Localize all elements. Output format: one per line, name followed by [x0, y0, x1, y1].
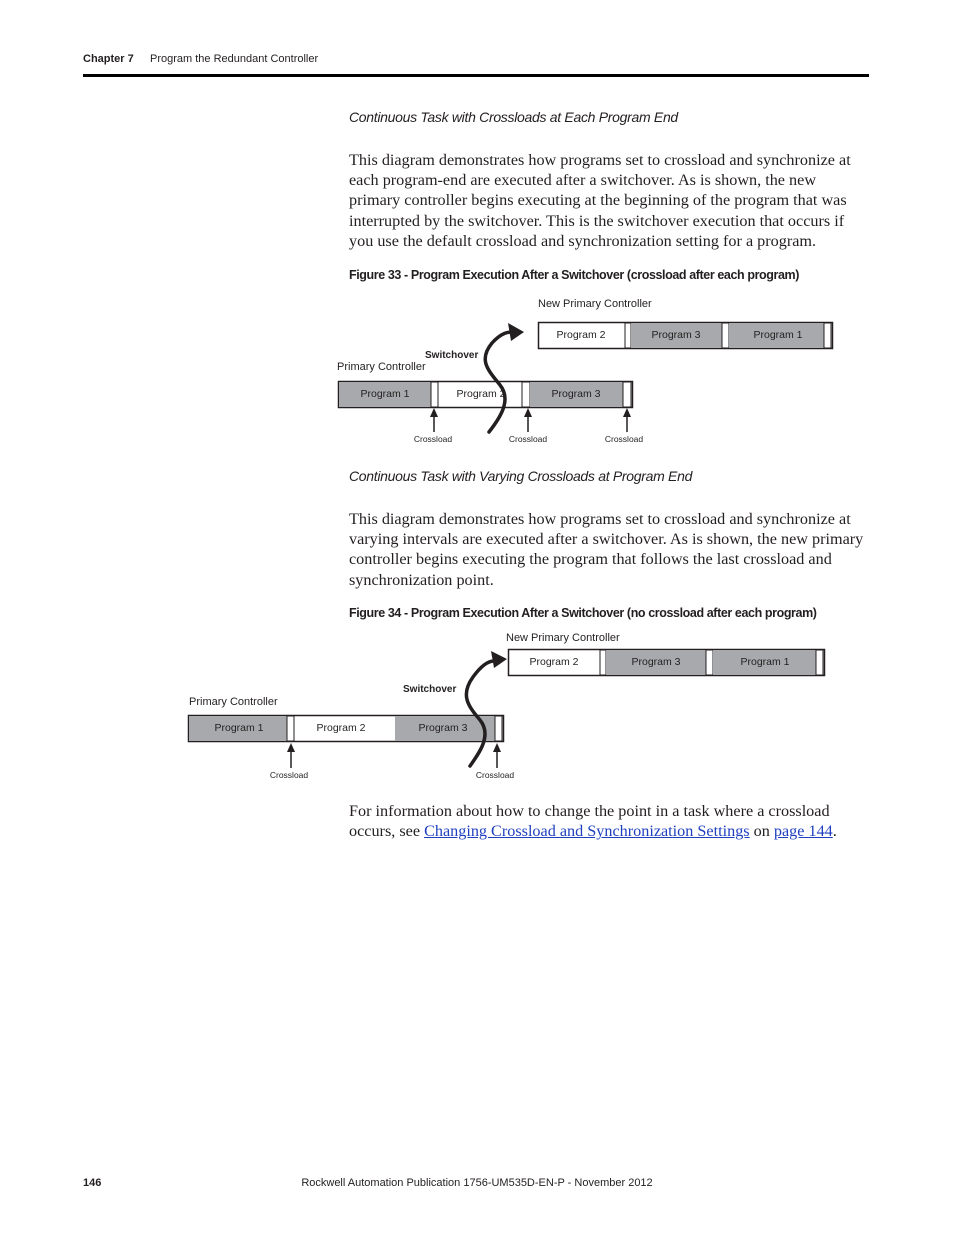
fig34-crossload-label-2: Crossload [475, 770, 515, 780]
fig33-new-primary-label: New Primary Controller [538, 298, 652, 310]
closing-paragraph [349, 801, 869, 841]
fig33-crossload-label-3: Crossload [604, 434, 644, 444]
section-heading-crossload-each: Continuous Task with Crossloads at Each Program End [349, 109, 678, 125]
link-changing-crossload-settings[interactable]: Changing Crossload and Synchronization Settings [424, 822, 750, 841]
figure-34-diagram [0, 625, 954, 785]
page-number: 146 [83, 1177, 102, 1189]
fig33-switchover-label: Switchover [425, 350, 479, 361]
fig34-switchover-arrow [466, 661, 494, 766]
fig34-primary-label: Primary Controller [189, 696, 278, 708]
section-heading-varying-crossloads: Continuous Task with Varying Crossloads at Program End [349, 468, 693, 484]
section-body-crossload-each: This diagram demonstrates how programs set to crossload and synchronize at each program-end are executed after a switchover. As is shown, the new primary controller begins executing at the beginning of the program that was interrupted by the switchover. This is the switchover execution that occurs if you use the default crossload and synchronization setting for a program. [349, 151, 851, 250]
fig33-primary-program-2: Program 2 [456, 388, 506, 400]
fig33-crossload-label-1: Crossload [413, 434, 453, 444]
running-header [83, 53, 319, 65]
fig33-primary-label: Primary Controller [337, 361, 426, 373]
fig33-primary-program-1: Program 1 [360, 388, 410, 400]
fig33-new-program-3: Program 1 [753, 329, 803, 341]
fig33-new-program-2: Program 3 [651, 329, 701, 341]
fig33-crossload-arrows [430, 408, 631, 432]
figure-34-caption: Figure 34 - Program Execution After a Switchover (no crossload after each program) [349, 606, 817, 620]
header-rule [83, 74, 869, 77]
figure-33-caption: Figure 33 - Program Execution After a Switchover (crossload after each program) [349, 268, 800, 282]
fig34-new-program-1: Program 2 [529, 656, 579, 668]
fig34-crossload-label-1: Crossload [269, 770, 309, 780]
chapter-title: Program the Redundant Controller [150, 53, 319, 65]
fig34-new-program-2: Program 3 [631, 656, 681, 668]
section-body-varying-crossloads: This diagram demonstrates how programs set to crossload and synchronize at varying intervals are executed after a switchover. As is shown, the new primary controller begins executing the program that follows the last crossload and synchronization point. [349, 510, 864, 589]
link-page-144[interactable]: page 144 [773, 822, 833, 841]
fig34-new-program-3: Program 1 [740, 656, 790, 668]
closing-text-after: . [832, 822, 837, 841]
closing-text-mid: on [749, 822, 774, 841]
chapter-label: Chapter 7 [83, 53, 134, 65]
fig34-new-primary-label: New Primary Controller [506, 632, 620, 644]
fig34-primary-program-1: Program 1 [214, 722, 264, 734]
closing-text-before: For information about how to change the point in a task where a crossload occurs, see [349, 802, 830, 841]
fig34-primary-program-3: Program 3 [418, 722, 468, 734]
publication-footer: Rockwell Automation Publication 1756-UM535D-EN-P - November 2012 [301, 1177, 653, 1189]
fig34-crossload-arrows [287, 743, 501, 768]
fig33-primary-program-3: Program 3 [551, 388, 601, 400]
fig33-new-program-1: Program 2 [556, 329, 606, 341]
fig33-crossload-label-2: Crossload [508, 434, 548, 444]
figure-33-diagram [0, 290, 954, 450]
fig34-switchover-label: Switchover [403, 684, 457, 695]
fig34-primary-program-2: Program 2 [316, 722, 366, 734]
